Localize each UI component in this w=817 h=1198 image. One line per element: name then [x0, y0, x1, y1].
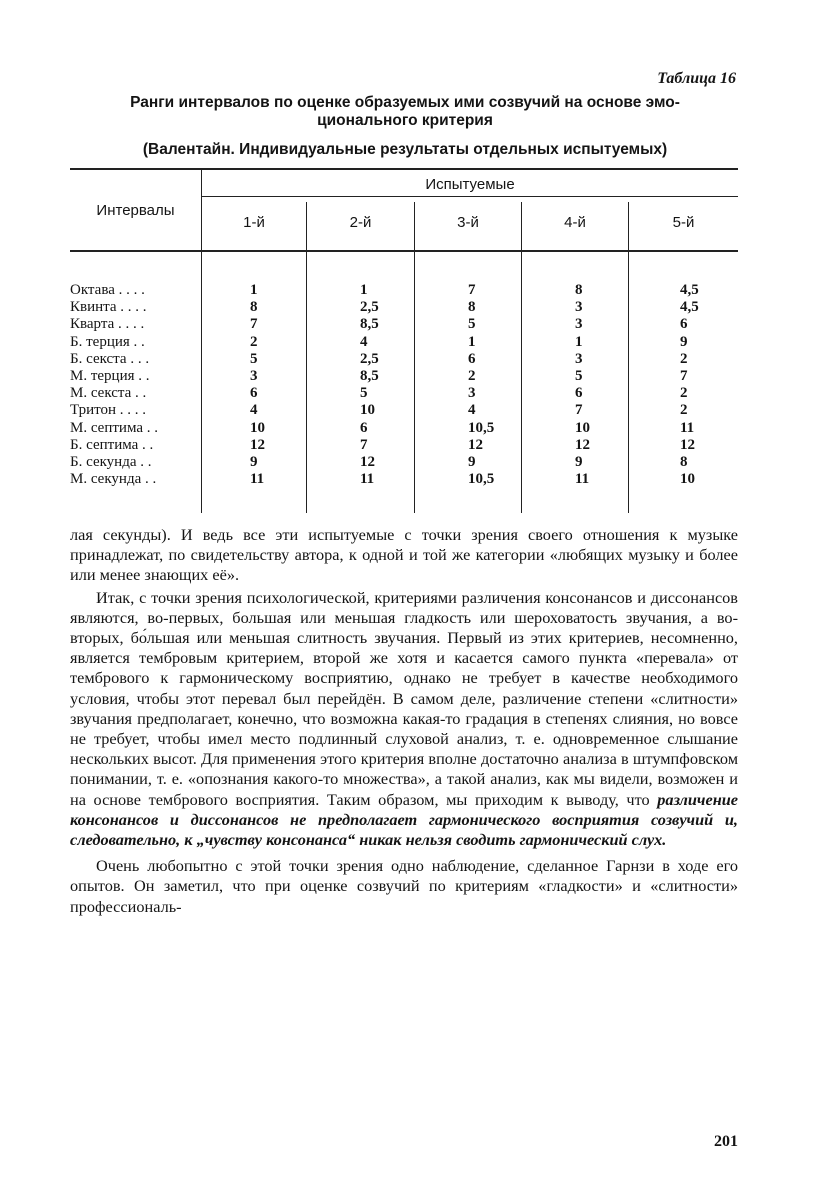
table-cell: 1	[250, 282, 258, 298]
table-cell: 7	[360, 436, 368, 453]
row-label: Б. секста . . .	[70, 350, 150, 367]
book-page	[70, 0, 740, 1198]
column-header: 3-й	[457, 214, 479, 231]
table-cell: 3	[250, 368, 258, 385]
table-cell: 6	[575, 385, 583, 402]
table-title-line-1: Ранги интервалов по оценке образуемых ими созвучий на основе эмо-	[130, 94, 680, 111]
table-vrule	[306, 202, 307, 513]
row-label: Кварта . . . .	[70, 316, 145, 333]
column-header: 5-й	[672, 214, 695, 231]
paragraph: лая секунды). И ведь все эти испытуемые с точки зрения своего отношения к музыке принадлежат, по свидетельству автора, к одной и той же категории «любящих музыку и более или менее знающих её».	[70, 525, 738, 585]
table-cell: 2	[680, 402, 688, 419]
table-cell: 2	[680, 385, 688, 402]
table-cell: 1	[468, 333, 476, 350]
row-label: М. терция . .	[70, 368, 150, 385]
table-cell: 12	[250, 436, 265, 453]
column-header: 2-й	[349, 214, 372, 231]
table-cell: 10	[250, 419, 265, 436]
table-cell: 12	[575, 436, 590, 453]
table-cell: 3	[575, 299, 583, 316]
table-cell: 9	[250, 454, 258, 471]
table-vrule	[521, 202, 522, 513]
table-header-rule	[70, 250, 738, 252]
row-label: М. секунда . .	[70, 471, 157, 488]
page-number: 201	[714, 1133, 738, 1150]
table-cell: 8	[250, 299, 258, 316]
table-cell: 6	[468, 350, 476, 367]
table-cell: 8,5	[360, 368, 379, 385]
table-group-rule	[202, 196, 738, 197]
table-cell: 8,5	[360, 316, 379, 333]
table-cell: 1	[360, 282, 368, 298]
table-cell: 8	[575, 282, 583, 298]
table-cell: 6	[680, 316, 688, 333]
table-cell: 9	[468, 454, 476, 471]
row-label: М. секста . .	[70, 385, 147, 402]
table-top-rule	[70, 168, 738, 170]
table-subtitle: (Валентайн. Индивидуальные результаты отдельных испытуемых)	[142, 141, 668, 158]
column-values	[468, 282, 494, 488]
table-cell: 12	[680, 436, 695, 453]
table-cell: 8	[468, 299, 476, 316]
paragraph	[70, 588, 738, 851]
row-label: Квинта . . . .	[70, 299, 147, 316]
row-label: Б. секунда . .	[70, 454, 152, 471]
rank-table	[70, 168, 740, 513]
table-cell: 12	[360, 454, 375, 471]
table-cell: 11	[575, 471, 590, 488]
table-cell: 7	[468, 282, 476, 298]
table-cell: 3	[575, 350, 583, 367]
table-cell: 5	[468, 316, 476, 333]
table-cell: 7	[250, 316, 258, 333]
table-cell: 10	[575, 419, 590, 436]
table-cell: 10	[360, 402, 375, 419]
table-number: Таблица 16	[657, 70, 736, 87]
table-cell: 5	[250, 350, 258, 367]
table-cell: 6	[360, 419, 368, 436]
table-cell: 10,5	[468, 419, 495, 436]
column-header: 4-й	[564, 214, 586, 231]
row-header: Интервалы	[96, 202, 175, 219]
table-cell: 3	[468, 385, 476, 402]
table-cell: 11	[360, 471, 375, 488]
column-header: 1-й	[243, 214, 265, 231]
table-cell: 10,5	[468, 471, 495, 488]
column-values	[680, 282, 699, 488]
row-labels	[70, 282, 200, 488]
row-label: Тритон . . . .	[70, 402, 147, 419]
table-cell: 9	[575, 454, 583, 471]
table-title-line-2: ционального критерия	[317, 112, 493, 129]
table-cell: 11	[250, 471, 265, 488]
table-cell: 5	[575, 368, 583, 385]
row-label: М. септима . .	[70, 419, 158, 436]
table-cell: 10	[680, 471, 695, 488]
table-cell: 2	[250, 333, 258, 350]
column-values	[250, 282, 265, 488]
table-cell: 7	[680, 368, 688, 385]
body-text	[70, 525, 738, 917]
table-cell: 3	[575, 316, 583, 333]
row-label: Октава . . . .	[70, 282, 145, 298]
table-cell: 5	[360, 385, 368, 402]
table-cell: 6	[250, 385, 258, 402]
table-cell: 4	[250, 402, 258, 419]
table-cell: 4	[360, 333, 368, 350]
table-cell: 11	[680, 419, 695, 436]
paragraph: Очень любопытно с этой точки зрения одно наблюдение, сделанное Гарнзи в ходе его опытов. Он заметил, что при оценке созвучий по критериям «гладкости» и «слитности» профессиональ-	[70, 856, 738, 916]
table-cell: 12	[468, 436, 483, 453]
row-label: Б. септима . .	[70, 436, 154, 453]
column-values	[360, 282, 379, 488]
table-vrule	[414, 202, 415, 513]
column-group-header: Испытуемые	[425, 176, 515, 193]
table-cell: 9	[680, 333, 688, 350]
paragraph-plain-text: Итак, с точки зрения психологической, критериями различения консонансов и диссонансов являются, во-первых, большая или меньшая гладкость или шероховатость звучания, а во-вторых, бо́льшая или меньшая слитность звучания. Первый из этих критериев, несомненно, является тембровым критерием, второй же хотя и касается самого пункта «перевала» от тембрового к гармоническому восприятию, однако не требует в качестве необходимого условия, чтобы этот перевал был перейдён. В самом деле, различение степени «слитности» звучания предполагает, конечно, что возможна какая-то градация в степенях слияния, но вовсе не требует, чтобы имел место подлинный слуховой анализ, т. е. одновременное слышание нескольких высот. Для применения этого критерия вполне достаточно анализа в штумпфовском понимании, т. е. «опознания какого-то множества», а такой анализ, как мы видели, возможен и на основе тембрового восприятия. Таким образом, мы приходим к выводу, что	[70, 587, 738, 809]
table-title	[70, 94, 740, 130]
table-cell: 1	[575, 333, 583, 350]
table-cell: 2,5	[360, 299, 379, 316]
table-cell: 4	[468, 402, 476, 419]
table-cell: 2	[680, 350, 688, 367]
table-vrule	[628, 202, 629, 513]
row-label: Б. терция . .	[70, 333, 145, 350]
table-cell: 2	[468, 368, 476, 385]
column-values	[575, 282, 590, 488]
table-cell: 7	[575, 402, 583, 419]
table-cell: 4,5	[680, 282, 699, 298]
table-cell: 2,5	[360, 350, 379, 367]
emphasized-conclusion: различение консонансов и диссонансов не предполагает гармонического восприятия созвучий и, следовательно, к „чувству консонанса“ никак нельзя сводить гармонический слух.	[70, 789, 739, 850]
table-cell: 4,5	[680, 299, 699, 316]
table-cell: 8	[680, 454, 688, 471]
